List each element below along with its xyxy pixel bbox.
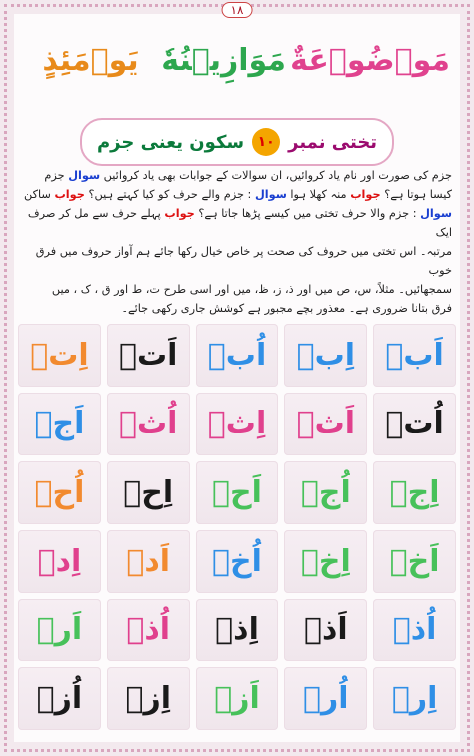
letter-tile: اِرۡ bbox=[373, 667, 456, 730]
letter-tile: اِذۡ bbox=[196, 599, 279, 662]
title-word-3: یَوۡمَئِذٍ bbox=[42, 42, 139, 78]
letter-tile: اَحۡ bbox=[196, 461, 279, 524]
letter-tile: اُرۡ bbox=[284, 667, 367, 730]
lesson-number-badge: ۱۰ bbox=[252, 128, 280, 156]
letter-tile: اُخۡ bbox=[196, 530, 279, 593]
instruction-line-1 bbox=[22, 166, 452, 185]
letter-tile: اِثۡ bbox=[196, 393, 279, 456]
letter-tile: اُحۡ bbox=[18, 461, 101, 524]
instr-text: : جزم والا حرف تختی میں کیسے پڑھا جاتا ہے؟ bbox=[198, 207, 417, 220]
letter-tile: اُبۡ bbox=[196, 324, 279, 387]
instr-text: ساکن bbox=[23, 188, 51, 201]
letter-tile: اَجۡ bbox=[18, 393, 101, 456]
letter-tile: اِدۡ bbox=[18, 530, 101, 593]
letter-tile: اُزۡ bbox=[18, 667, 101, 730]
question-label: سوال bbox=[68, 169, 101, 182]
letter-tile: اَذۡ bbox=[284, 599, 367, 662]
title-word-2: مَوَازِیۡنُهٗ bbox=[161, 42, 286, 78]
instr-text: منہ کھلا ہوا bbox=[290, 188, 347, 201]
instr-text: : جزم والے حرف کو کیا کہتے ہیں؟ bbox=[88, 188, 252, 201]
letter-tile: اِبۡ bbox=[284, 324, 367, 387]
instr-text: جزم bbox=[44, 169, 65, 182]
letter-tile: اِتۡ bbox=[18, 324, 101, 387]
instruction-line-5: سمجھائیں۔ مثلاً، س، ص میں اور ذ، ز، ظ، میں اور اسی طرح ت، ط اور ق ، ک ، میں bbox=[51, 283, 452, 296]
answer-label: جواب bbox=[164, 207, 195, 220]
answer-label: جواب bbox=[350, 188, 381, 201]
letter-tile: اُجۡ bbox=[284, 461, 367, 524]
heading-part1: تختی نمبر bbox=[288, 131, 378, 153]
letter-tile: اِحۡ bbox=[107, 461, 190, 524]
instruction-line-6: فرق بتانا ضروری ہے۔ معذور بچے مجبور ہے کوشش جاری رکھی جائے۔ bbox=[121, 302, 452, 315]
letter-tile: اِزۡ bbox=[107, 667, 190, 730]
letter-tile: اَخۡ bbox=[373, 530, 456, 593]
instructions bbox=[22, 166, 452, 318]
letter-tile: اَثۡ bbox=[284, 393, 367, 456]
lesson-heading bbox=[80, 118, 394, 166]
heading-part2: سکون یعنی جزم bbox=[96, 131, 245, 153]
letter-tile: اُتۡ bbox=[373, 393, 456, 456]
letter-tile: اُذۡ bbox=[107, 599, 190, 662]
letter-tile: اِخۡ bbox=[284, 530, 367, 593]
letter-tile: اُذۡ bbox=[373, 599, 456, 662]
instr-text: پہلے حرف سے مل کر صرف ایک bbox=[27, 207, 452, 239]
letter-tile: اِجۡ bbox=[373, 461, 456, 524]
instr-text: کیسا ہوتا ہے؟ bbox=[384, 188, 452, 201]
answer-label: جواب bbox=[54, 188, 85, 201]
instr-text: جزم کی صورت اور نام یاد کروائیں، ان سوالات کے جوابات بھی یاد کروائیں bbox=[103, 169, 452, 182]
instruction-line-3 bbox=[22, 204, 452, 242]
instruction-line-4: مرتبہ۔ اس تختی میں حروف کی صحت پر خاص خیال رکھا جائے ہم آواز حروف میں فرق خوب bbox=[35, 245, 452, 277]
letter-tile: اَزۡ bbox=[196, 667, 279, 730]
letter-tile: اَرۡ bbox=[18, 599, 101, 662]
letter-tile: اَبۡ bbox=[373, 324, 456, 387]
title-row bbox=[24, 30, 450, 90]
instruction-line-2 bbox=[22, 185, 452, 204]
letter-tile: اَدۡ bbox=[107, 530, 190, 593]
title-word-1: مَوۡضُوۡعَةٌ bbox=[290, 42, 450, 78]
letter-tile: اَتۡ bbox=[107, 324, 190, 387]
question-label: سوال bbox=[420, 207, 452, 220]
letter-tile: اُثۡ bbox=[107, 393, 190, 456]
page-number: ١٨ bbox=[222, 2, 253, 18]
letter-tile-grid bbox=[18, 324, 456, 730]
question-label: سوال bbox=[254, 188, 287, 201]
